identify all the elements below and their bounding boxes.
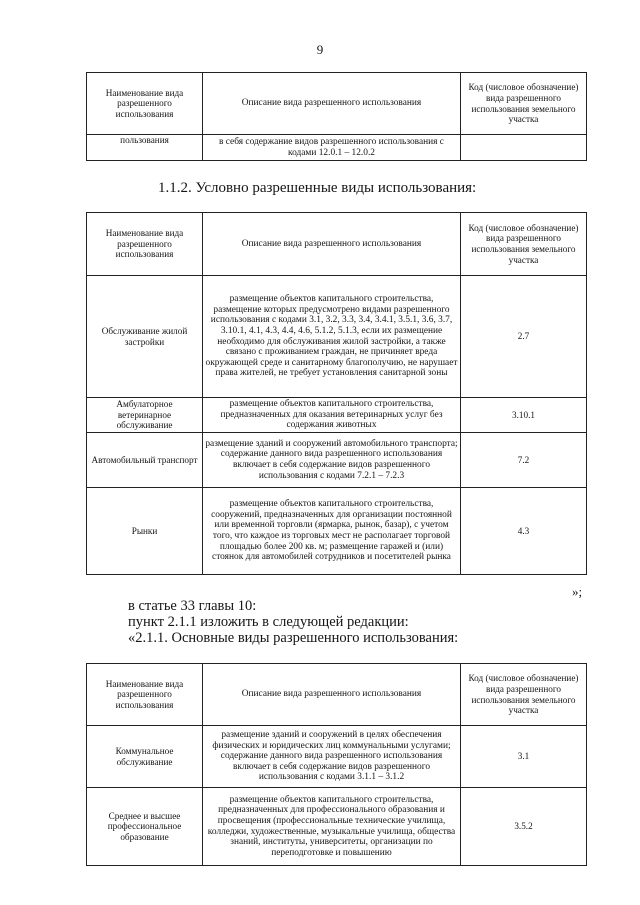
row-code: 2.7 <box>461 276 587 398</box>
header-description: Описание вида разрешенного использования <box>203 213 461 276</box>
header-name: Наименование вида разрешенного использования <box>87 213 203 276</box>
row-code: 7.2 <box>461 433 587 488</box>
row-description: размещение зданий и сооружений автомобильного транспорта; содержание данного вида разрешенного использования включает в себя содержание видов разрешенного использования с кодами 7.2.1 – 7.2.3 <box>203 433 461 488</box>
row-name: Автомобильный транспорт <box>87 433 203 488</box>
header-code: Код (числовое обозначение) вида разрешенного использования земельного участка <box>461 73 587 135</box>
row-description: размещение зданий и сооружений в целях обеспечения физических и юридических лиц коммунальными услугами; содержание данного вида разрешенного использования включает в себя содержание видов разрешенного использования с кодами 3.1.1 – 3.1.2 <box>203 726 461 788</box>
row-name: Коммунальное обслуживание <box>87 726 203 788</box>
row-name: Рынки <box>87 488 203 575</box>
header-code: Код (числовое обозначение) вида разрешенного использования земельного участка <box>461 213 587 276</box>
heading-basic-uses: «2.1.1. Основные виды разрешенного использования: <box>128 630 459 646</box>
header-code: Код (числовое обозначение) вида разрешенного использования земельного участка <box>461 664 587 726</box>
table-conditional-uses <box>86 212 587 575</box>
header-description: Описание вида разрешенного использования <box>203 73 461 135</box>
row-code: 3.1 <box>461 726 587 788</box>
row-name: пользования <box>87 135 203 161</box>
paragraph-item: пункт 2.1.1 изложить в следующей редакции: <box>128 614 409 630</box>
page-number: 9 <box>316 42 324 57</box>
header-name: Наименование вида разрешенного использования <box>87 73 203 135</box>
row-code <box>461 135 587 161</box>
paragraph-article: в статье 33 главы 10: <box>128 598 257 614</box>
header-description: Описание вида разрешенного использования <box>203 664 461 726</box>
row-name: Амбулаторное ветеринарное обслуживание <box>87 398 203 433</box>
table-main-uses-continued <box>86 72 587 161</box>
row-description: размещение объектов капитального строительства, предназначенных для профессионального образования и просвещения (профессиональные технические училища, колледжи, художественные, музыкальные училища, общества знаний, институты, университеты, организации по переподготовке и повышению <box>203 788 461 866</box>
row-name: Среднее и высшее профессиональное образование <box>87 788 203 866</box>
header-name: Наименование вида разрешенного использования <box>87 664 203 726</box>
row-name: Обслуживание жилой застройки <box>87 276 203 398</box>
heading-conditional-uses: 1.1.2. Условно разрешенные виды использования: <box>158 180 477 196</box>
row-description: размещение объектов капитального строительства, сооружений, предназначенных для организации постоянной или временной торговли (ярмарка, рынок, базар), с учетом того, что каждое из торговых мест не располагает торговой площадью более 200 кв. м; размещение гаражей и (или) стоянок для автомобилей сотрудников и посетителей рынка <box>203 488 461 575</box>
row-code: 4.3 <box>461 488 587 575</box>
row-description: в себя содержание видов разрешенного использования с кодами 12.0.1 – 12.0.2 <box>203 135 461 161</box>
closing-quote: »; <box>572 584 583 599</box>
row-code: 3.10.1 <box>461 398 587 433</box>
row-description: размещение объектов капитального строительства, размещение которых предусмотрено видами разрешенного использования с кодами 3.1, 3.2, 3.3, 3.4, 3.4.1, 3.5.1, 3.6, 3.7, 3.10.1, 4.1, 4.3, 4.4, 4.6, 5.1.2, 5.1.3, если их размещение необходимо для обслуживания жилой застройки, а также связано с проживанием граждан, не причиняет вреда окружающей среде и санитарному благополучию, не нарушает права жителей, не требует установления санитарной зоны <box>203 276 461 398</box>
row-description: размещение объектов капитального строительства, предназначенных для оказания ветеринарных услуг без содержания животных <box>203 398 461 433</box>
row-code: 3.5.2 <box>461 788 587 866</box>
table-basic-uses <box>86 663 587 866</box>
